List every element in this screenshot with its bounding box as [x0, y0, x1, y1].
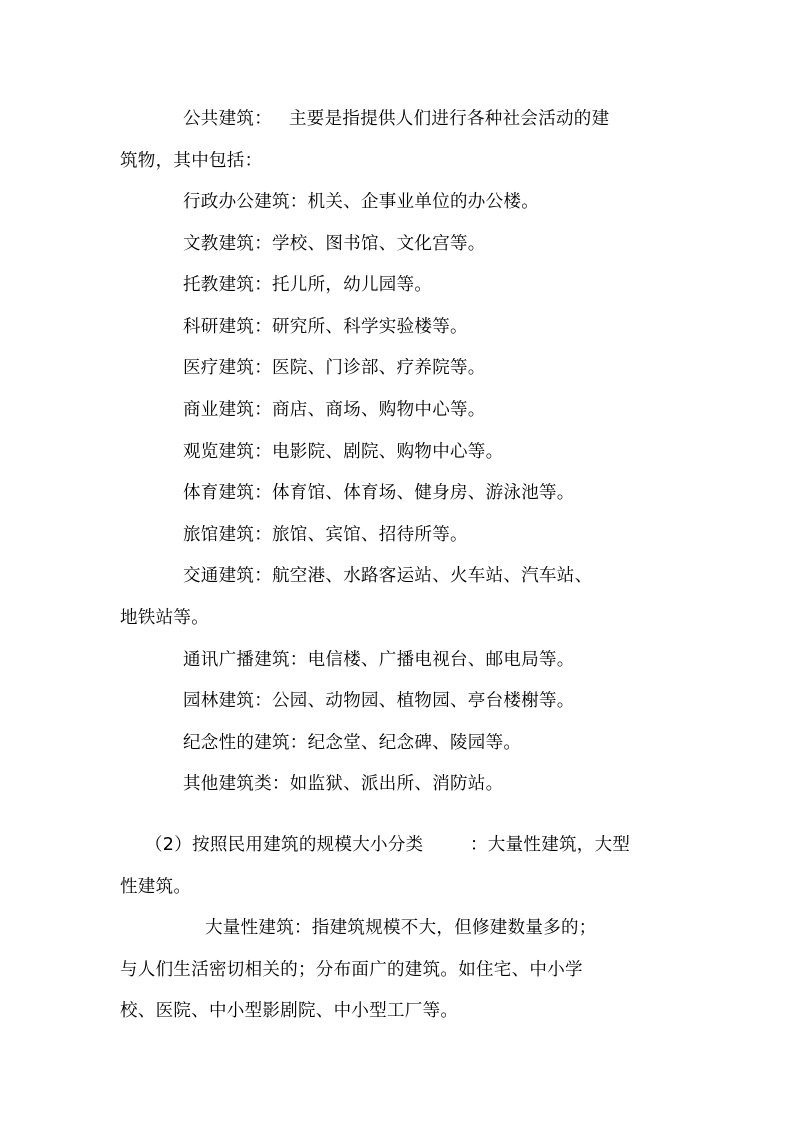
mass-building-line: 大量性建筑：指建筑规模不大，但修建数量多的； [205, 918, 597, 938]
mass-building-line: 与人们生活密切相关的；分布面广的建筑。如住宅、中小学 [120, 960, 583, 980]
category-item: 观览建筑：电影院、剧院、购物中心等。 [183, 442, 504, 462]
category-item: 医疗建筑：医院、门诊部、疗养院等。 [183, 358, 486, 378]
category-item: 科研建筑：研究所、科学实验楼等。 [183, 317, 468, 337]
category-item: 托教建筑：托儿所，幼儿园等。 [183, 275, 433, 295]
category-item: 园林建筑：公园、动物园、植物园、亭台楼榭等。 [183, 691, 575, 711]
category-item: 文教建筑：学校、图书馆、文化宫等。 [183, 234, 486, 254]
category-item: 体育建筑：体育馆、体育场、健身房、游泳池等。 [183, 483, 575, 503]
category-item: 纪念性的建筑：纪念堂、纪念碑、陵园等。 [183, 733, 522, 753]
section-2-continuation: 性建筑。 [120, 877, 192, 897]
category-item: 其他建筑类：如监狱、派出所、消防站。 [183, 774, 504, 794]
category-item: 商业建筑：商店、商场、购物中心等。 [183, 400, 486, 420]
section-2-heading: （2）按照民用建筑的规模大小分类 [145, 835, 424, 855]
category-item: 旅馆建筑：旅馆、宾馆、招待所等。 [183, 525, 468, 545]
category-item: 行政办公建筑：机关、企事业单位的办公楼。 [183, 192, 539, 212]
intro-text: 主要是指提供人们进行各种社会活动的建 [289, 109, 610, 129]
section-2-heading-tail: ：大量性建筑，大型 [470, 835, 631, 855]
category-item-continuation: 地铁站等。 [120, 608, 209, 628]
intro-label: 公共建筑： [183, 109, 272, 129]
intro-continuation: 筑物，其中包括： [120, 151, 263, 171]
mass-building-line: 校、医院、中小型影剧院、中小型工厂等。 [120, 1001, 459, 1021]
category-item: 通讯广播建筑：电信楼、广播电视台、邮电局等。 [183, 650, 575, 670]
category-item: 交通建筑：航空港、水路客运站、火车站、汽车站、 [183, 566, 593, 586]
